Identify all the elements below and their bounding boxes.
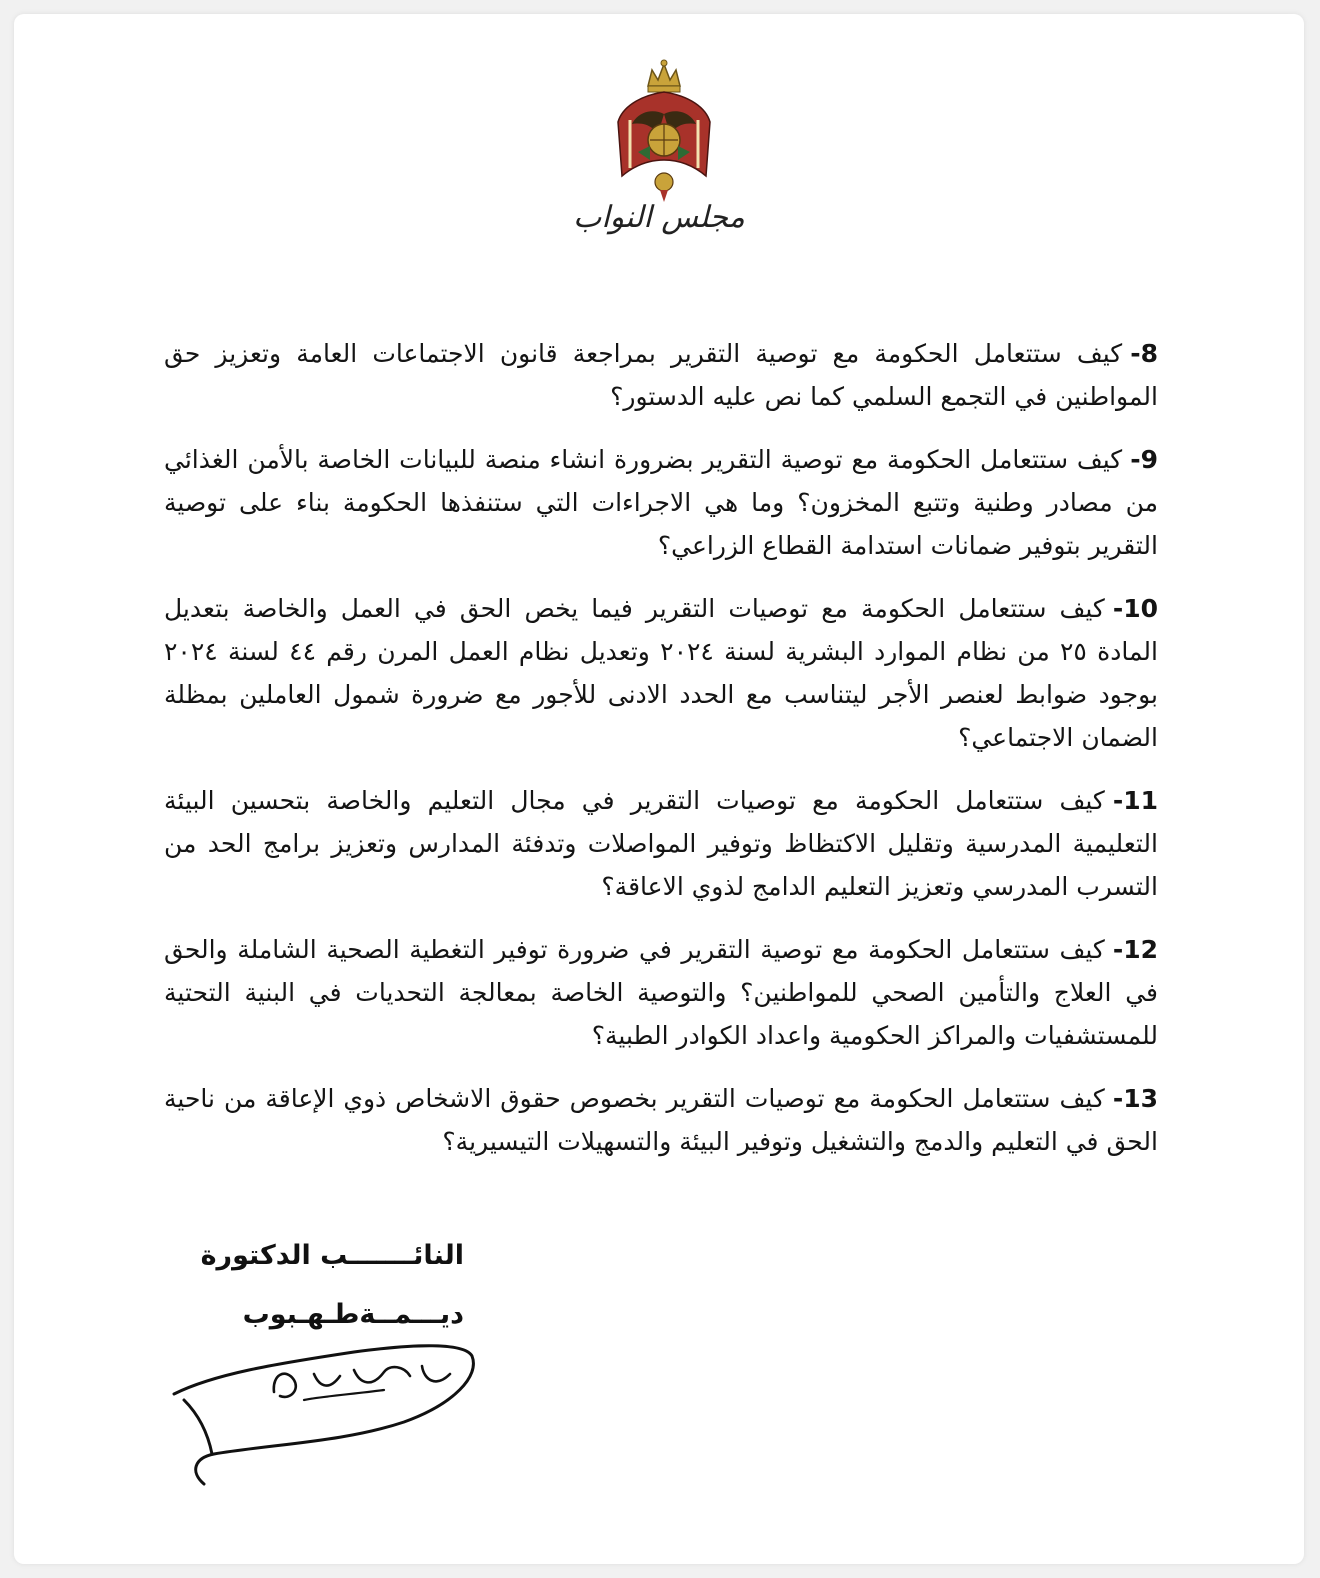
question-item bbox=[164, 332, 1158, 418]
question-item bbox=[164, 587, 1158, 759]
handwritten-signature-icon bbox=[154, 1304, 494, 1504]
question-text: كيف ستتعامل الحكومة مع توصية التقرير بمراجعة قانون الاجتماعات العامة وتعزيز حق المواطنين في التجمع السلمي كما نص عليه الدستور؟ bbox=[164, 339, 1158, 411]
question-text: كيف ستتعامل الحكومة مع توصية التقرير بضرورة انشاء منصة للبيانات الخاصة بالأمن الغذائي من مصادر وطنية وتتبع المخزون؟ وما هي الاجراءات التي ستنفذها الحكومة بناء على توصية التقرير بتوفير ضمانات استدامة القطاع الزراعي؟ bbox=[164, 445, 1158, 560]
question-item bbox=[164, 779, 1158, 908]
council-name: مجلس النواب bbox=[573, 200, 745, 235]
question-number: 10- bbox=[1112, 594, 1158, 623]
signatory-name: ديـــمــةطـهـبوب bbox=[242, 1299, 464, 1330]
question-text: كيف ستتعامل الحكومة مع توصيات التقرير فيما يخص الحق في العمل والخاصة بتعديل المادة ٢٥ من نظام الموارد البشرية لسنة ٢٠٢٤ وتعديل نظام العمل المرن رقم ٤٤ لسنة ٢٠٢٤ بوجود ضوابط لعنصر الأجر ليتناسب مع الحدد الادنى للأجور مع ضرورة شمول العاملين بمظلة الضمان الاجتماعي؟ bbox=[164, 594, 1158, 752]
question-text: كيف ستتعامل الحكومة مع توصيات التقرير في مجال التعليم والخاصة بتحسين البيئة التعليمية المدرسية وتقليل الاكتظاظ وتوفير المواصلات وتدفئة المدارس وتعزيز برامج الحد من التسرب المدرسي وتعزيز التعليم الدامج لذوي الاعاقة؟ bbox=[164, 786, 1158, 901]
question-text: كيف ستتعامل الحكومة مع توصية التقرير في ضرورة توفير التغطية الصحية الشاملة والحق في العلاج والتأمين الصحي للمواطنين؟ والتوصية الخاصة بمعالجة التحديات في البنية التحتية للمستشفيات والمراكز الحكومية واعداد الكوادر الطبية؟ bbox=[164, 935, 1158, 1050]
jordan-royal-coat-of-arms-icon bbox=[608, 56, 720, 206]
letter-page bbox=[14, 14, 1304, 1564]
question-number: 9- bbox=[1130, 445, 1158, 474]
question-text: كيف ستتعامل الحكومة مع توصيات التقرير بخصوص حقوق الاشخاص ذوي الإعاقة من ناحية الحق في التعليم والدمج والتشغيل وتوفير البيئة والتسهيلات التيسيرية؟ bbox=[164, 1084, 1158, 1156]
question-number: 12- bbox=[1112, 935, 1158, 964]
question-number: 13- bbox=[1112, 1084, 1158, 1113]
signatory-title: النائـــــــب الدكتورة bbox=[200, 1240, 464, 1271]
question-item bbox=[164, 438, 1158, 567]
question-item bbox=[164, 1077, 1158, 1163]
question-item bbox=[164, 928, 1158, 1057]
question-number: 8- bbox=[1130, 339, 1158, 368]
question-number: 11- bbox=[1112, 786, 1158, 815]
questions-list bbox=[164, 332, 1158, 1183]
